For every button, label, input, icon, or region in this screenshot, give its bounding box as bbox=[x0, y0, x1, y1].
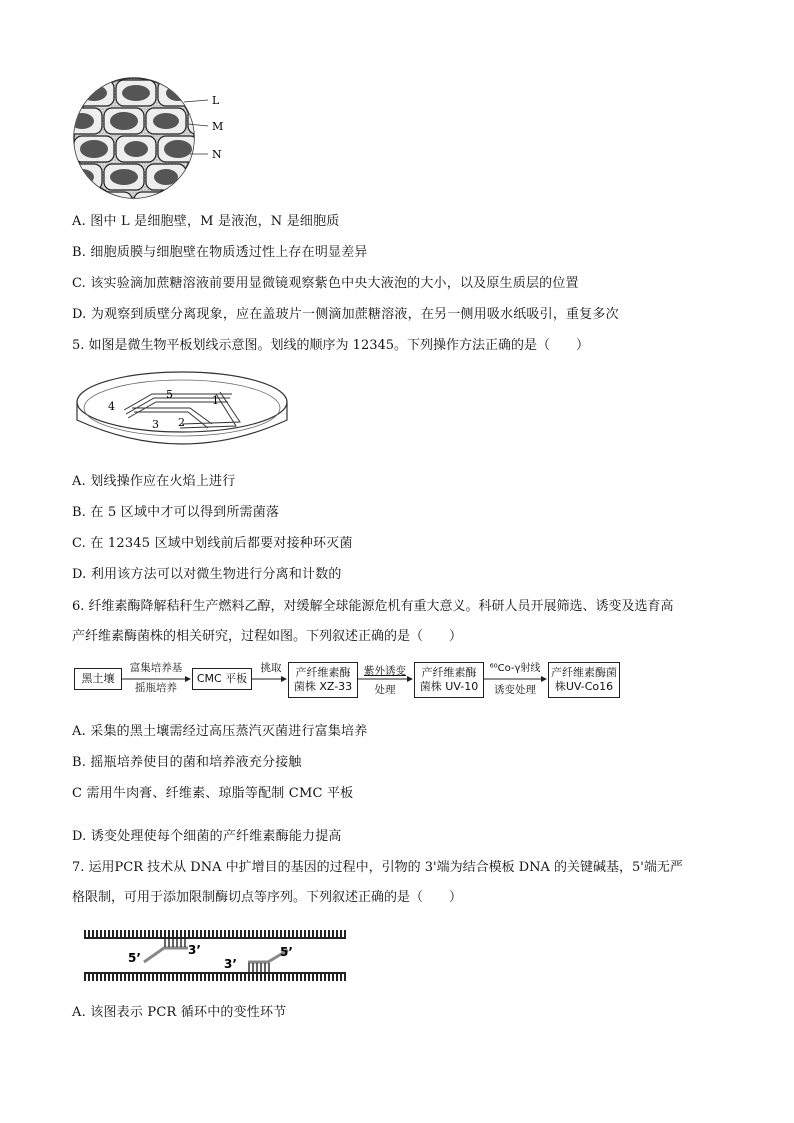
streak-label-3: 3 bbox=[152, 418, 159, 431]
flow-arrow1-top: 富集培养基 bbox=[129, 662, 183, 674]
label-M: M bbox=[212, 120, 224, 133]
q6-option-b: B. 摇瓶培养使目的菌和培养液充分接触 bbox=[72, 755, 302, 770]
q5-option-d: D. 利用该方法可以对微生物进行分离和计数的 bbox=[72, 567, 342, 582]
flow-box-uv10 bbox=[414, 662, 484, 698]
flow-box-uvco16-line1: 产纤维素酶菌 bbox=[551, 666, 617, 679]
q5-option-a: A. 划线操作应在火焰上进行 bbox=[72, 474, 236, 489]
flow-arrow3-bottom: 处理 bbox=[374, 684, 396, 696]
flow-box-uvco16 bbox=[548, 662, 620, 698]
q6-stem-line2: 产纤维素酶菌株的相关研究，过程如图。下列叙述正确的是（ ） bbox=[72, 629, 463, 644]
flow-arrow4-bottom: 诱变处理 bbox=[494, 684, 536, 696]
q6-flow-diagram bbox=[72, 660, 632, 706]
flow-arrow4-top: ⁶⁰Co-γ射线 bbox=[489, 663, 541, 674]
q7-stem-line2: 格限制，可用于添加限制酶切点等序列。下列叙述正确的是（ ） bbox=[72, 890, 463, 905]
flow-box-uv10-line2: 菌株 UV-10 bbox=[419, 680, 479, 693]
streak-label-2: 2 bbox=[178, 416, 185, 429]
q6-option-a: A. 采集的黑土壤需经过高压蒸汽灭菌进行富集培养 bbox=[72, 724, 368, 739]
flow-box-uvco16-line2: 株UV-Co16 bbox=[554, 680, 614, 693]
flow-arrow3-top: 紫外诱变 bbox=[364, 665, 406, 677]
flow-box-xz33 bbox=[288, 662, 358, 698]
q5-option-c: C. 在 12345 区域中划线前后都要对接种环灭菌 bbox=[72, 536, 353, 551]
q4-option-a: A. 图中 L 是细胞壁，M 是液泡，N 是细胞质 bbox=[72, 214, 340, 229]
q6-stem-line1: 6. 纤维素酶降解秸秆生产燃料乙醇，对缓解全球能源危机有重大意义。科研人员开展筛选、诱变及选育高 bbox=[72, 599, 674, 614]
flow-box-xz33-line2: 菌株 XZ-33 bbox=[293, 680, 353, 693]
q6-option-d: D. 诱变处理使每个细菌的产纤维素酶能力提高 bbox=[72, 829, 342, 844]
flow-arrow1-bottom: 摇瓶培养 bbox=[135, 682, 177, 694]
q7-option-a: A. 该图表示 PCR 循环中的变性环节 bbox=[72, 1005, 287, 1020]
pcr-primer-figure bbox=[84, 926, 346, 988]
primer-top-5prime: 5’ bbox=[128, 951, 141, 965]
label-L: L bbox=[212, 94, 220, 107]
pcr-primer-svg bbox=[84, 926, 346, 988]
flow-arrow2-top: 挑取 bbox=[260, 662, 282, 674]
q4-option-c: C. 该实验滴加蔗糖溶液前要用显微镜观察紫色中央大液泡的大小，以及原生质层的位置 bbox=[72, 276, 579, 291]
primer-bottom-3prime: 3’ bbox=[224, 957, 237, 971]
streak-plate-figure bbox=[72, 364, 292, 459]
q6-option-c: C 需用牛肉膏、纤维素、琼脂等配制 CMC 平板 bbox=[72, 786, 354, 801]
q7-stem-line1: 7. 运用PCR 技术从 DNA 中扩增目的基因的过程中，引物的 3'端为结合模板 DNA 的关键碱基，5'端无严 bbox=[72, 860, 683, 875]
flow-box-soil-label: 黑土壤 bbox=[81, 672, 115, 685]
streak-label-4: 4 bbox=[108, 400, 115, 413]
streak-plate-svg bbox=[72, 364, 292, 459]
q4-option-d: D. 为观察到质壁分离现象，应在盖玻片一侧滴加蔗糖溶液，在另一侧用吸水纸吸引，重复多次 bbox=[72, 307, 619, 322]
flow-box-cmc bbox=[192, 668, 252, 690]
q5-option-b: B. 在 5 区域中才可以得到所需菌落 bbox=[72, 505, 280, 520]
flow-box-xz33-line1: 产纤维素酶 bbox=[295, 666, 351, 679]
streak-label-1: 1 bbox=[212, 394, 219, 407]
flow-box-cmc-label: CMC 平板 bbox=[196, 672, 248, 685]
flow-box-soil bbox=[74, 668, 122, 690]
cell-micrograph-svg bbox=[72, 72, 242, 212]
cell-micrograph-figure bbox=[72, 72, 242, 212]
primer-top-3prime: 3’ bbox=[188, 943, 201, 957]
label-N: N bbox=[212, 148, 222, 161]
streak-label-5: 5 bbox=[166, 388, 173, 401]
primer-bottom-5prime: 5’ bbox=[280, 945, 293, 959]
q4-option-b: B. 细胞质膜与细胞壁在物质透过性上存在明显差异 bbox=[72, 245, 368, 260]
q5-stem: 5. 如图是微生物平板划线示意图。划线的顺序为 12345。下列操作方法正确的是（ ） bbox=[72, 338, 590, 353]
flow-box-uv10-line1: 产纤维素酶 bbox=[421, 666, 477, 679]
